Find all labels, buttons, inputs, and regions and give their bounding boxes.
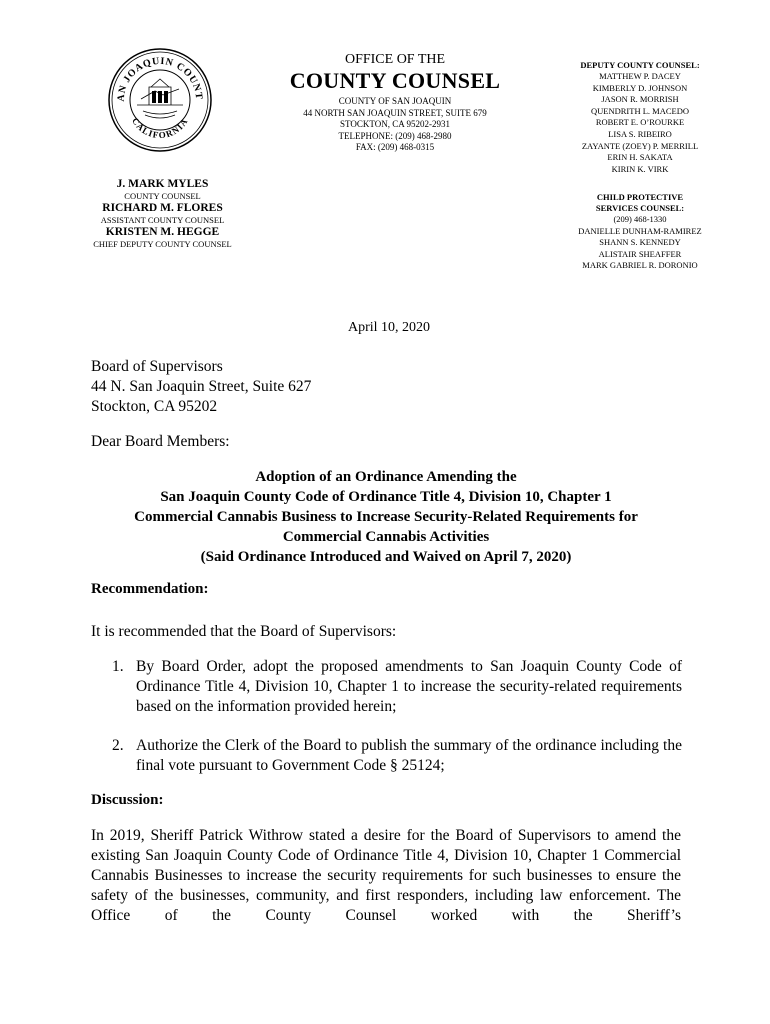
cps-counsel-list (555, 192, 725, 272)
official-title: COUNTY COUNSEL (124, 191, 201, 201)
salutation: Dear Board Members: (91, 433, 230, 450)
discussion-text: In 2019, Sheriff Patrick Withrow stated a desire for the Board of Supervisors to amend the existing San Joaquin County Code of Ordinance Title 4, Division 10, Chapter 1 Commercial Cannabis Businesses to increase the security requirements for such businesses to ensure the safety of the businesses, community, and first responders, including law enforcement. The Office of the County Counsel worked with the Sheriff’s (91, 827, 681, 924)
item-number: 1. (112, 658, 124, 675)
office-address (270, 96, 520, 154)
deputy-name: ERIN H. SAKATA (607, 152, 673, 163)
telephone-line: TELEPHONE: (209) 468-2980 (338, 130, 452, 141)
discussion-heading: Discussion: (91, 792, 164, 808)
cps-heading-line1: CHILD PROTECTIVE (596, 192, 684, 202)
deputy-name: KIMBERLY D. JOHNSON (592, 82, 688, 93)
office-of-label: OFFICE OF THE (344, 52, 446, 67)
recommendation-item (112, 657, 682, 717)
seal-top-text: AN JOAQUIN COUNT (115, 55, 205, 102)
deputy-name: JASON R. MORRISH (601, 94, 679, 105)
office-title: COUNTY COUNSEL (289, 68, 501, 93)
cps-heading-line2: SERVICES COUNSEL: (595, 203, 685, 213)
recipient-line: Stockton, CA 95202 (91, 398, 218, 415)
subject-line: Commercial Cannabis Business to Increase Security-Related Requirements for (134, 509, 638, 525)
letter-date: April 10, 2020 (348, 320, 431, 335)
subject-block (91, 467, 681, 567)
subject-line: San Joaquin County Code of Ordinance Title 4, Division 10, Chapter 1 (160, 489, 612, 505)
deputy-name: QUENDRITH L. MACEDO (591, 105, 689, 116)
recipient-line: 44 N. San Joaquin Street, Suite 627 (91, 378, 312, 395)
deputy-name: LISA S. RIBEIRO (608, 128, 672, 139)
fax-line: FAX: (209) 468-0315 (355, 142, 435, 152)
official-title: ASSISTANT COUNTY COUNSEL (100, 215, 225, 225)
address-line: COUNTY OF SAN JOAQUIN (338, 96, 452, 106)
recipient-line: Board of Supervisors (91, 358, 223, 375)
cps-name: SHANN S. KENNEDY (599, 237, 681, 248)
deputy-name: MATTHEW P. DACEY (599, 71, 681, 81)
address-line: 44 NORTH SAN JOAQUIN STREET, SUITE 679 (303, 107, 487, 118)
county-seal (107, 47, 213, 153)
deputy-name: ROBERT E. O’ROURKE (595, 117, 685, 128)
subject-line: (Said Ordinance Introduced and Waived on April 7, 2020) (200, 549, 572, 565)
deputy-counsel-list (555, 60, 725, 175)
cps-name: DANIELLE DUNHAM-RAMIREZ (578, 225, 702, 236)
deputy-name: KIRIN K. VIRK (611, 163, 669, 174)
official-name: KRISTEN M. HEGGE (105, 226, 220, 238)
letterhead (270, 52, 520, 154)
official-name: RICHARD M. FLORES (102, 202, 223, 214)
item-text: Authorize the Clerk of the Board to publish the summary of the ordinance including the final vote pursuant to Government Code § 25124; (136, 737, 682, 774)
item-number: 2. (112, 737, 124, 754)
seal-bottom-text: CALIFORNIA (130, 116, 190, 141)
cps-name: MARK GABRIEL R. DORONIO (582, 260, 698, 271)
deputy-name: ZAYANTE (ZOEY) P. MERRILL (581, 140, 699, 151)
official-name: J. MARK MYLES (116, 178, 209, 190)
cps-name: ALISTAIR SHEAFFER (598, 248, 682, 259)
item-text: By Board Order, adopt the proposed amendments to San Joaquin County Code of Ordinance Title 4, Division 10, Chapter 1 to increase the security-related requirements based on the information provided herein; (136, 658, 682, 715)
officials-list (75, 178, 250, 250)
recommendation-item (112, 736, 682, 776)
address-line: STOCKTON, CA 95202-2931 (340, 119, 450, 129)
official-title: CHIEF DEPUTY COUNTY COUNSEL (93, 239, 232, 249)
cps-phone: (209) 468-1330 (613, 214, 667, 224)
svg-text:CALIFORNIA (130, 116, 190, 140)
recommendation-intro: It is recommended that the Board of Supervisors: (91, 623, 397, 640)
subject-line: Adoption of an Ordinance Amending the (255, 469, 517, 485)
subject-line: Commercial Cannabis Activities (282, 529, 490, 545)
deputy-counsel-heading: DEPUTY COUNTY COUNSEL: (580, 60, 700, 70)
recommendation-heading: Recommendation: (91, 581, 209, 597)
recipient-address (91, 357, 311, 417)
